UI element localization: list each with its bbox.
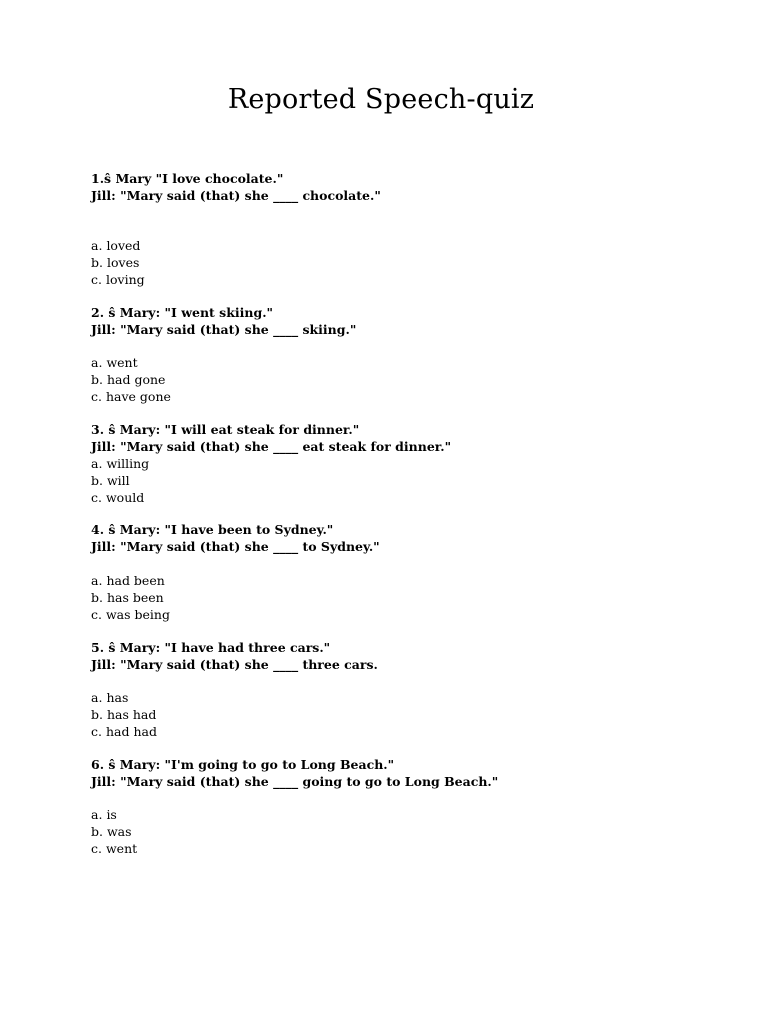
question-reported: Jill: "Mary said (that) she ____ to Sydney.": [91, 539, 380, 554]
options-3: [91, 455, 149, 506]
option-a: a. is: [91, 807, 117, 822]
option-b: b. had gone: [91, 372, 166, 387]
option-c: c. had had: [91, 724, 157, 739]
options-6: [91, 806, 137, 857]
question-prompt: 4. ŝ Mary: "I have been to Sydney.": [91, 522, 334, 537]
option-b: b. was: [91, 824, 132, 839]
options-1: [91, 237, 145, 288]
question-reported: Jill: "Mary said (that) she ____ chocolate.": [91, 188, 381, 203]
question-2: [91, 304, 711, 338]
option-b: b. has had: [91, 707, 157, 722]
page-title: Reported Speech-quiz: [227, 84, 535, 115]
question-6: [91, 756, 711, 790]
question-prompt: 5. ŝ Mary: "I have had three cars.": [91, 640, 331, 655]
question-reported: Jill: "Mary said (that) she ____ skiing.": [91, 322, 357, 337]
question-reported: Jill: "Mary said (that) she ____ going to go to Long Beach.": [91, 774, 499, 789]
option-c: c. loving: [91, 272, 145, 287]
question-prompt: 6. ŝ Mary: "I'm going to go to Long Beach.": [91, 757, 395, 772]
option-c: c. have gone: [91, 389, 171, 404]
option-c: c. went: [91, 841, 138, 856]
options-5: [91, 689, 157, 740]
option-b: b. loves: [91, 255, 140, 270]
question-reported: Jill: "Mary said (that) she ____ eat steak for dinner.": [91, 439, 452, 454]
option-a: a. went: [91, 355, 138, 370]
question-4: [91, 521, 711, 555]
question-3: [91, 421, 711, 455]
option-a: a. has: [91, 690, 129, 705]
question-5: [91, 639, 711, 673]
question-prompt: 3. ŝ Mary: "I will eat steak for dinner.": [91, 422, 360, 437]
option-b: b. will: [91, 473, 130, 488]
question-1: [91, 170, 711, 204]
question-prompt: 2. ŝ Mary: "I went skiing.": [91, 305, 274, 320]
option-a: a. loved: [91, 238, 141, 253]
option-c: c. was being: [91, 607, 170, 622]
option-b: b. has been: [91, 590, 164, 605]
options-2: [91, 354, 171, 405]
option-a: a. willing: [91, 456, 150, 471]
question-prompt: 1.ŝ Mary "I love chocolate.": [91, 171, 284, 186]
question-reported: Jill: "Mary said (that) she ____ three cars.: [91, 657, 378, 672]
option-a: a. had been: [91, 573, 165, 588]
options-4: [91, 572, 170, 623]
option-c: c. would: [91, 490, 145, 505]
